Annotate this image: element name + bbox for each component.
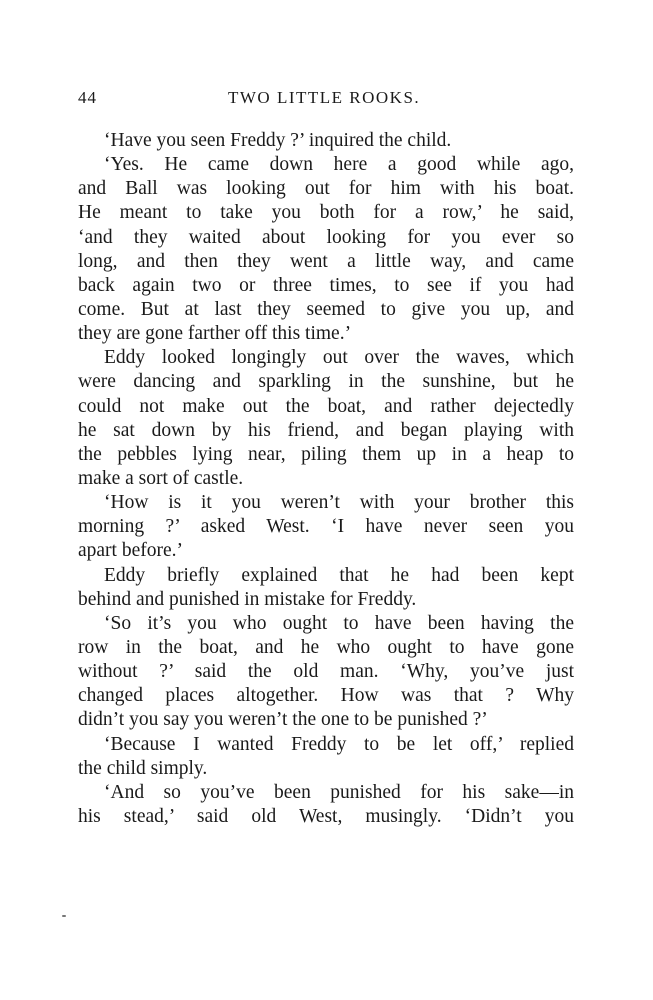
running-header bbox=[78, 88, 574, 118]
text-line: He meant to take you both for a row,’ he said, bbox=[78, 202, 574, 224]
text-line: make a sort of castle. bbox=[78, 467, 244, 489]
text-line: back again two or three times, to see if you had bbox=[78, 274, 574, 296]
text-line: and Ball was looking out for him with his boat. bbox=[78, 178, 574, 200]
text-line: could not make out the boat, and rather dejectedly bbox=[78, 395, 574, 417]
text-line: morning ?’ asked West. ‘I have never seen you bbox=[78, 516, 574, 538]
text-line: ‘How is it you weren’t with your brother this bbox=[104, 492, 574, 514]
text-line: ‘and they waited about looking for you ever so bbox=[78, 226, 574, 248]
text-line: row in the boat, and he who ought to have gone bbox=[78, 636, 574, 658]
text-line: come. But at last they seemed to give you up, and bbox=[78, 298, 574, 320]
text-line: apart before.’ bbox=[78, 540, 184, 562]
text-line: didn’t you say you weren’t the one to be punished ?’ bbox=[78, 709, 488, 731]
body-text bbox=[78, 129, 574, 829]
text-line: Eddy looked longingly out over the waves, which bbox=[104, 347, 574, 369]
text-line: ‘Yes. He came down here a good while ago, bbox=[104, 154, 574, 176]
text-line: the pebbles lying near, piling them up in a heap to bbox=[78, 443, 574, 465]
text-line: changed places altogether. How was that ? Why bbox=[78, 685, 574, 707]
text-line: the child simply. bbox=[78, 757, 208, 779]
text-line: ‘So it’s you who ought to have been having the bbox=[104, 612, 574, 634]
text-line: he sat down by his friend, and began playing with bbox=[78, 419, 574, 441]
text-line: they are gone farther off this time.’ bbox=[78, 323, 352, 345]
text-line: were dancing and sparkling in the sunshine, but he bbox=[78, 371, 574, 393]
text-line: his stead,’ said old West, musingly. ‘Didn’t you bbox=[78, 805, 574, 827]
page-number: 44 bbox=[78, 88, 97, 107]
text-line: long, and then they went a little way, and came bbox=[78, 250, 574, 272]
text-line: ‘Because I wanted Freddy to be let off,’ replied bbox=[104, 733, 574, 755]
text-line: ‘And so you’ve been punished for his sake—in bbox=[104, 781, 574, 803]
text-line: behind and punished in mistake for Freddy. bbox=[78, 588, 417, 610]
paper-speck bbox=[62, 915, 66, 917]
text-line: ‘Have you seen Freddy ?’ inquired the child. bbox=[104, 130, 452, 151]
running-title: TWO LITTLE ROOKS. bbox=[228, 88, 421, 107]
text-line: without ?’ said the old man. ‘Why, you’ve just bbox=[78, 661, 574, 683]
text-line: Eddy briefly explained that he had been kept bbox=[104, 564, 574, 586]
